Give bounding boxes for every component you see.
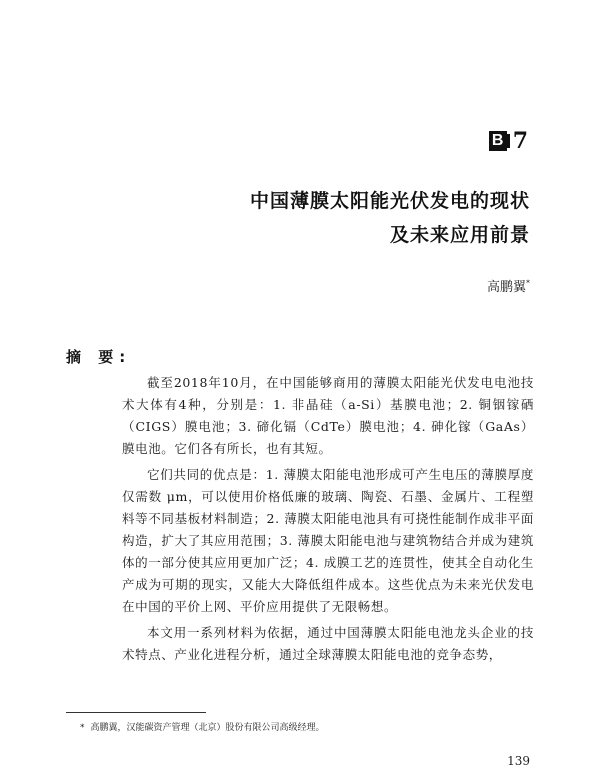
footnote-marker: * (80, 723, 85, 733)
abstract-body (122, 372, 534, 670)
author (487, 276, 530, 295)
abstract-paragraph: 它们共同的优点是：1. 薄膜太阳能电池形成可产生电压的薄膜厚度仅需数 μm，可以使用价格低廉的玻璃、陶瓷、石墨、金属片、工程塑料等不同基板材料制造；2. 薄膜太阳能电池具有可挠性能制作成非平面构造，扩大了其应用范围；3. 薄膜太阳能电池与建筑物结合并成为建筑体的一部分使其应用更加广泛；4. 成膜工艺的连贯性，使其全自动化生产成为可期的现实，又能大大降低组件成本。这些优点为未来光伏发电在中国的平价上网、平价应用提供了无限畅想。 (122, 467, 534, 614)
title-line-2: 及未来应用前景 (389, 224, 530, 246)
footnote-divider (66, 712, 206, 713)
footnote (80, 720, 325, 733)
page-number: 139 (507, 754, 530, 768)
abstract-heading: 摘 要: (66, 348, 132, 366)
chapter-mark (489, 128, 528, 154)
article-title (250, 184, 530, 252)
abstract-paragraph: 截至2018年10月，在中国能够商用的薄膜太阳能光伏发电电池技术大体有4种，分别是：1. 非晶硅（a-Si）基膜电池；2. 铜铟镓硒（CIGS）膜电池；3. 碲化镉（CdTe）膜电池；4. 砷化镓（GaAs）膜电池。它们各有所长，也有其短。 (122, 375, 534, 456)
author-name: 高鹏翼 (486, 280, 526, 295)
footnote-text: 高鹏翼，汉能碳资产管理（北京）股份有限公司高级经理。 (90, 723, 325, 733)
chapter-badge-icon: B (489, 131, 507, 151)
chapter-number: 7 (512, 128, 528, 154)
title-line-1: 中国薄膜太阳能光伏发电的现状 (249, 190, 530, 212)
author-marker: * (526, 278, 530, 288)
abstract-paragraph: 本文用一系列材料为依据，通过中国薄膜太阳能电池龙头企业的技术特点、产业化进程分析，通过全球薄膜太阳能电池的竞争态势， (122, 625, 534, 662)
